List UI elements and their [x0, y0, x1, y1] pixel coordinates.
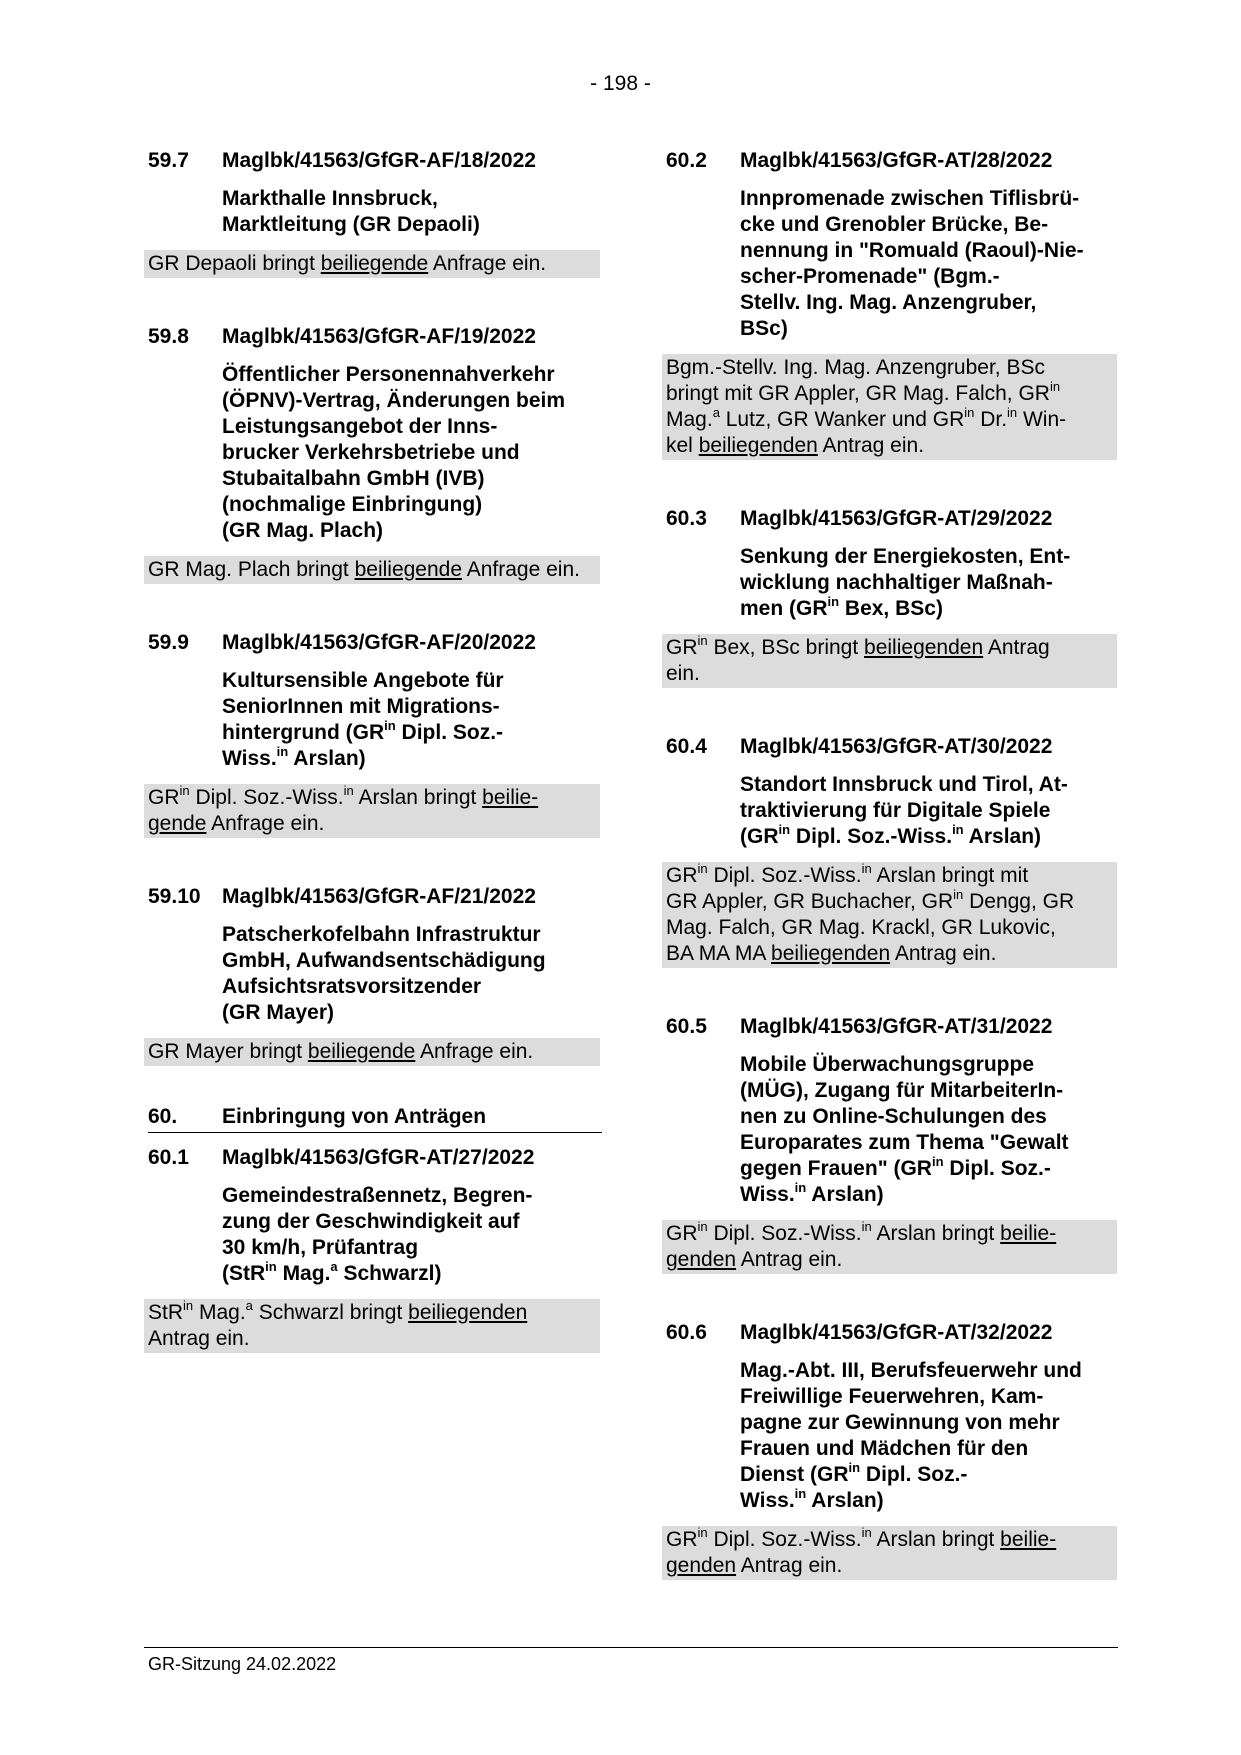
item-reference: Maglbk/41563/GfGR-AF/20/2022: [222, 631, 536, 654]
footer-divider: [144, 1647, 1118, 1648]
attachment-link[interactable]: beilie-: [1000, 1222, 1057, 1245]
item-number: 60.2: [666, 149, 707, 172]
attachment-link[interactable]: beilie-: [482, 786, 539, 809]
attachment-link[interactable]: gende: [148, 812, 207, 835]
item-number: 59.8: [148, 325, 189, 348]
attachment-link[interactable]: beiliegende: [307, 1040, 416, 1063]
agenda-item-59-9: [148, 630, 600, 838]
item-statement: GR Mayer bringt beiliegende Anfrage ein.: [144, 1038, 600, 1066]
item-title: Gemeindestraßennetz, Begren- zung der Geschwindigkeit auf 30 km/h, Prüfantrag (StR$^{in}$ Mag.$^a$ Schwarzl): [222, 1184, 533, 1285]
item-title: Senkung der Energiekosten, Ent- wicklung nachhaltiger Maßnah- men ($GR^{in}$ Bex, BSc): [740, 545, 1071, 620]
item-number: 60.6: [666, 1321, 707, 1344]
item-reference: Maglbk/41563/GfGR-AT/32/2022: [740, 1321, 1053, 1344]
item-statement: $GR^{in}$ Dipl. Soz.-Wiss.$^{in}$ Arslan bringt beilie- genden Antrag ein.: [662, 1220, 1117, 1274]
item-number: 60.4: [666, 735, 707, 758]
attachment-link[interactable]: beiliegende: [320, 252, 429, 275]
item-reference: Maglbk/41563/GfGR-AT/31/2022: [740, 1015, 1053, 1038]
item-title: Markthalle Innsbruck, Marktleitung (GR Depaoli): [222, 187, 480, 236]
attachment-link[interactable]: beilie-: [1000, 1528, 1057, 1551]
item-reference: Maglbk/41563/GfGR-AF/21/2022: [222, 885, 536, 908]
item-reference: Maglbk/41563/GfGR-AT/30/2022: [740, 735, 1053, 758]
left-column: [148, 148, 600, 1353]
section-number: 60.: [148, 1105, 178, 1128]
section-title: Einbringung von Anträgen: [222, 1105, 487, 1128]
agenda-item-60-1: [148, 1145, 600, 1353]
item-statement: $GR^{in}$ Dipl. Soz.-Wiss.$^{in}$ Arslan bringt mit GR Appler, GR Buchacher, $GR^{in}$ Dengg, GR Mag. Falch, GR Mag. Krackl, GR Lukovic, BA MA MA beiliegenden Antrag ein.: [662, 862, 1117, 968]
agenda-item-59-10: [148, 884, 600, 1066]
right-column: [666, 148, 1117, 1580]
item-number: 59.10: [148, 885, 201, 908]
item-title: Innpromenade zwischen Tiflisbrü- cke und Grenobler Brücke, Be- nennung in "Romuald (Raoul)-Nie- scher-Promenade" (Bgm.- Stellv. Ing. Mag. Anzengruber, BSc): [740, 187, 1084, 340]
item-reference: Maglbk/41563/GfGR-AT/29/2022: [740, 507, 1053, 530]
section-heading-60: [148, 1104, 602, 1133]
agenda-item-59-8: [148, 324, 600, 584]
item-title: Patscherkofelbahn Infrastruktur GmbH, Aufwandsentschädigung Aufsichtsratsvorsitzender (GR Mayer): [222, 923, 546, 1024]
item-statement: $GR^{in}$ Dipl. Soz.-Wiss.$^{in}$ Arslan bringt beilie- genden Antrag ein.: [662, 1526, 1117, 1580]
attachment-link[interactable]: beiliegende: [354, 558, 463, 581]
agenda-item-60-3: [666, 506, 1117, 688]
item-statement: $GR^{in}$ Bex, BSc bringt beiliegenden Antrag ein.: [662, 634, 1117, 688]
attachment-link[interactable]: beiliegenden: [771, 942, 891, 965]
item-statement: GR Depaoli bringt beiliegende Anfrage ein.: [144, 250, 600, 278]
item-statement: GR Mag. Plach bringt beiliegende Anfrage ein.: [144, 556, 600, 584]
item-title: Mag.-Abt. III, Berufsfeuerwehr und Freiwillige Feuerwehren, Kam- pagne zur Gewinnung von mehr Frauen und Mädchen für den Dienst ($GR^{in}$ Dipl. Soz.- Wiss.$^{in}$ Arslan): [740, 1359, 1082, 1512]
item-statement: $GR^{in}$ Dipl. Soz.-Wiss.$^{in}$ Arslan bringt beilie- gende Anfrage ein.: [144, 784, 600, 838]
agenda-item-59-7: [148, 148, 600, 278]
page-number: - 198 -: [590, 72, 651, 95]
item-reference: Maglbk/41563/GfGR-AF/18/2022: [222, 149, 536, 172]
item-title: Standort Innsbruck und Tirol, At- traktivierung für Digitale Spiele ($GR^{in}$ Dipl. Soz.-Wiss.$^{in}$ Arslan): [740, 773, 1068, 848]
item-statement: Bgm.-Stellv. Ing. Mag. Anzengruber, BSc bringt mit GR Appler, GR Mag. Falch, $GR^{in}$ Mag.$^a$ Lutz, GR Wanker und $GR^{in}$ Dr.$^{in}$ Win- kel beiliegenden Antrag ein.: [662, 354, 1117, 460]
item-number: 59.9: [148, 631, 189, 654]
item-statement: StR$^{in}$ Mag.$^a$ Schwarzl bringt beiliegenden Antrag ein.: [144, 1299, 600, 1353]
item-title: Öffentlicher Personennahverkehr (ÖPNV)-Vertrag, Änderungen beim Leistungsangebot der Inns- brucker Verkehrsbetriebe und Stubaitalbahn GmbH (IVB) (nochmalige Einbringung) (GR Mag. Plach): [222, 363, 566, 542]
item-title: Mobile Überwachungsgruppe (MÜG), Zugang für MitarbeiterIn- nen zu Online-Schulungen des Europarates zum Thema "Gewalt gegen Frauen" ($GR^{in}$ Dipl. Soz.- Wiss.$^{in}$ Arslan): [740, 1053, 1069, 1206]
item-reference: Maglbk/41563/GfGR-AT/28/2022: [740, 149, 1053, 172]
item-number: 60.3: [666, 507, 707, 530]
agenda-item-60-6: [666, 1320, 1117, 1580]
footer-text: GR-Sitzung 24.02.2022: [148, 1654, 337, 1674]
item-reference: Maglbk/41563/GfGR-AT/27/2022: [222, 1146, 535, 1169]
attachment-link[interactable]: beiliegenden: [698, 434, 818, 457]
item-title: Kultursensible Angebote für SeniorInnen mit Migrations- hintergrund ($GR^{in}$ Dipl. Soz.- Wiss.$^{in}$ Arslan): [222, 669, 504, 770]
agenda-item-60-2: [666, 148, 1117, 460]
item-number: 60.5: [666, 1015, 707, 1038]
item-number: 59.7: [148, 149, 189, 172]
attachment-link[interactable]: genden: [666, 1248, 737, 1271]
item-reference: Maglbk/41563/GfGR-AF/19/2022: [222, 325, 536, 348]
agenda-item-60-4: [666, 734, 1117, 968]
item-number: 60.1: [148, 1146, 189, 1169]
attachment-link[interactable]: beiliegenden: [864, 636, 984, 659]
agenda-item-60-5: [666, 1014, 1117, 1274]
attachment-link[interactable]: beiliegenden: [408, 1301, 528, 1324]
attachment-link[interactable]: genden: [666, 1554, 737, 1577]
